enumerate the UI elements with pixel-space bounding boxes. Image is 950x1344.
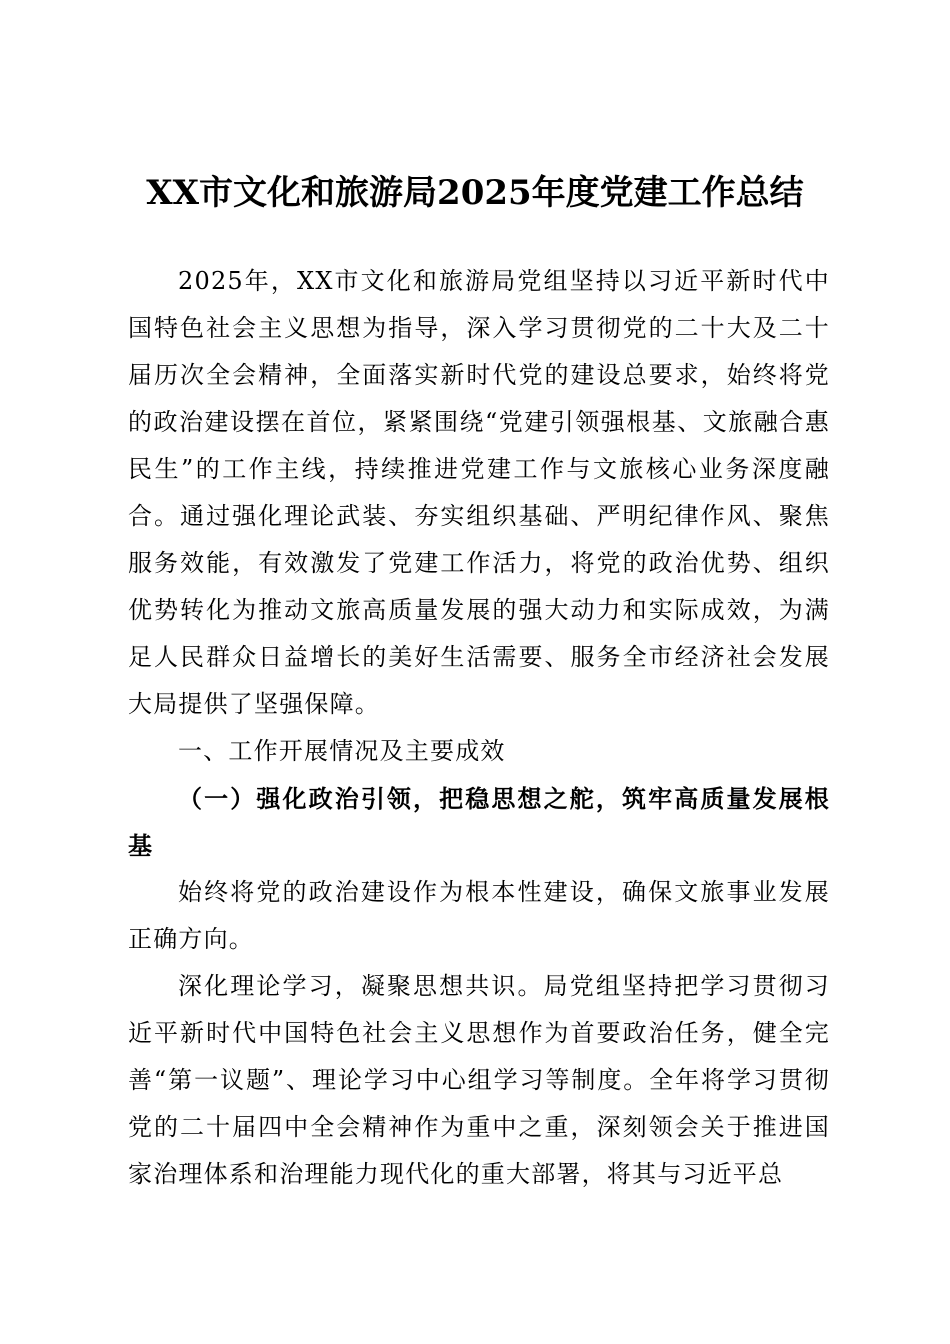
body-paragraph: 深化理论学习，凝聚思想共识。局党组坚持把学习贯彻习近平新时代中国特色社会主义思想作为首要政治任务，健全完善“第一议题”、理论学习中心组学习等制度。全年将学习贯彻党的二十届四中全会精神作为重中之重，深刻领会关于推进国家治理体系和治理能力现代化的重大部署，将其与习近平总	[128, 972, 830, 1188]
intro-paragraph: 2025年，XX市文化和旅游局党组坚持以习近平新时代中国特色社会主义思想为指导，深入学习贯彻党的二十大及二十届历次全会精神，全面落实新时代党的建设总要求，始终将党的政治建设摆在首位，紧紧围绕“党建引领强根基、文旅融合惠民生”的工作主线，持续推进党建工作与文旅核心业务深度融合。通过强化理论武装、夯实组织基础、严明纪律作风、聚焦服务效能，有效激发了党建工作活力，将党的政治优势、组织优势转化为推动文旅高质量发展的强大动力和实际成效，为满足人民群众日益增长的美好生活需要、服务全市经济社会发展大局提供了坚强保障。	[128, 267, 830, 718]
document-title: XX市文化和旅游局2025年度党建工作总结	[146, 173, 804, 213]
body-paragraph: 始终将党的政治建设作为根本性建设，确保文旅事业发展正确方向。	[128, 878, 830, 953]
section-heading: 一、工作开展情况及主要成效	[178, 737, 506, 765]
document-body	[128, 258, 830, 1198]
subsection-heading: （一）强化政治引领，把稳思想之舵，筑牢高质量发展根基	[128, 784, 830, 860]
